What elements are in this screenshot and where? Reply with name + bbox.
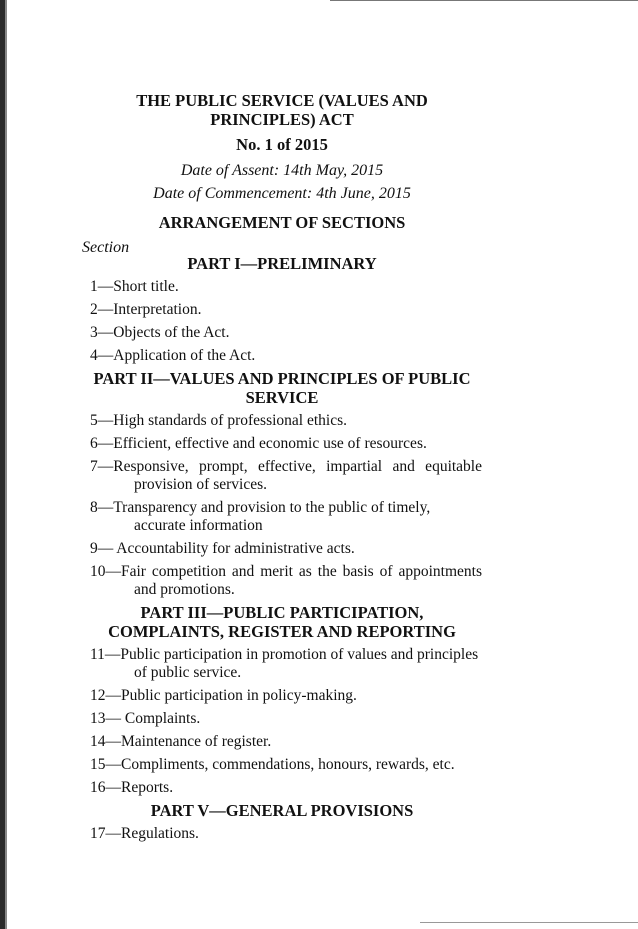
list-item: 13— Complaints.: [90, 710, 201, 727]
list-item: 2—Interpretation.: [90, 301, 202, 318]
act-title: THE PUBLIC SERVICE (VALUES AND PRINCIPLES) ACT: [136, 91, 428, 129]
section-list: [82, 412, 482, 599]
document-page: [82, 91, 482, 843]
list-item: 10—Fair competition and merit as the basis of appointments and promotions.: [90, 563, 482, 598]
section-list: [82, 825, 482, 843]
act-number: No. 1 of 2015: [236, 135, 328, 154]
list-item: 11—Public participation in promotion of values and principles of public service.: [90, 646, 479, 681]
list-item: 12—Public participation in policy-making.: [90, 687, 357, 704]
part-heading: PART III—PUBLIC PARTICIPATION, COMPLAINTS, REGISTER AND REPORTING: [108, 603, 456, 641]
arrangement-heading: ARRANGEMENT OF SECTIONS: [158, 213, 406, 232]
part-heading: PART I—PRELIMINARY: [187, 254, 377, 273]
scan-bottom-line: [420, 922, 638, 923]
section-list: [82, 278, 482, 365]
scan-top-line: [330, 0, 638, 1]
list-item: 15—Compliments, commendations, honours, rewards, etc.: [90, 756, 455, 773]
date-of-assent: Date of Assent: 14th May, 2015: [180, 162, 384, 179]
list-item: 7—Responsive, prompt, effective, impartial and equitable provision of services.: [90, 458, 482, 493]
list-item: 9— Accountability for administrative acts.: [90, 540, 355, 557]
date-of-commencement: Date of Commencement: 4th June, 2015: [153, 185, 411, 202]
list-item: 8—Transparency and provision to the public of timely, accurate information: [90, 499, 431, 534]
list-item: 14—Maintenance of register.: [90, 733, 272, 750]
list-item: 3—Objects of the Act.: [90, 324, 230, 341]
section-label: Section: [82, 239, 130, 256]
part-heading: PART V—GENERAL PROVISIONS: [150, 801, 414, 820]
list-item: 4—Application of the Act.: [90, 347, 256, 364]
list-item: 17—Regulations.: [90, 825, 199, 842]
section-list: [82, 646, 482, 797]
scan-left-edge-shadow: [5, 0, 7, 929]
list-item: 6—Efficient, effective and economic use of resources.: [90, 435, 427, 452]
part-heading: PART II—VALUES AND PRINCIPLES OF PUBLIC SERVICE: [93, 369, 471, 407]
list-item: 1—Short title.: [90, 278, 179, 295]
list-item: 16—Reports.: [90, 779, 174, 796]
list-item: 5—High standards of professional ethics.: [90, 412, 347, 429]
